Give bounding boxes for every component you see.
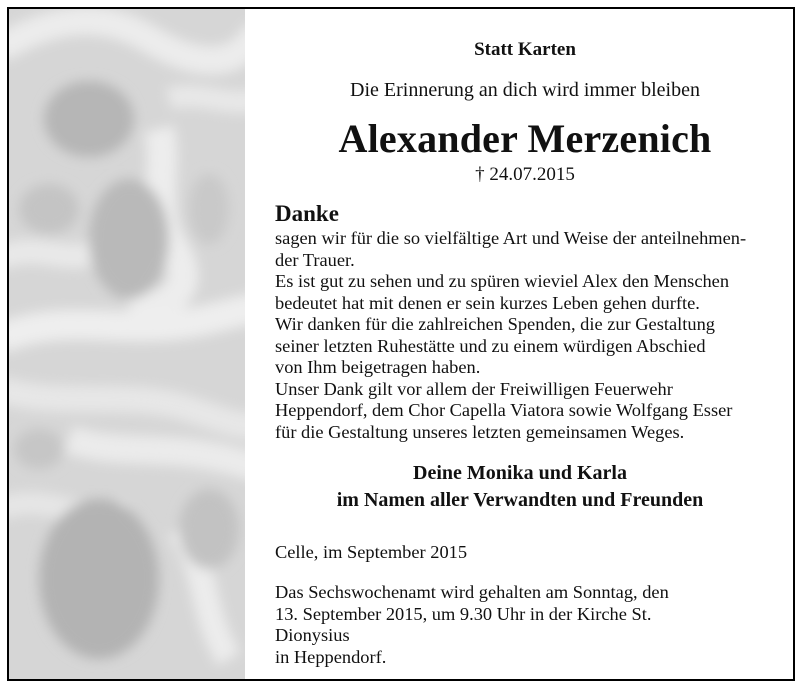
message-line: der Trauer. [275,249,355,270]
message-line: seiner letzten Ruhestätte und zu einem würdigen Abschied [275,335,706,356]
obituary-text [275,9,775,679]
death-date: † 24.07.2015 [475,164,575,185]
thanks-heading: Danke [275,201,339,226]
deceased-name: Alexander Merzenich [338,116,712,161]
signature-line-2: im Namen aller Verwandten und Freunden [336,489,704,511]
notice-line: Das Sechswochenamt wird gehalten am Sonntag, den [275,582,669,602]
message-line: Heppendorf, dem Chor Capella Viatora sowie Wolfgang Esser [275,400,733,420]
notice-line: in Heppendorf. [275,646,387,667]
message-line: bedeutet hat mit denen er sein kurzes Leben gehen durfte. [275,292,700,313]
signature-line-1: Deine Monika und Karla [413,462,627,484]
message-line: sagen wir für die so vielfältige Art und Weise der anteilnehmen- [275,228,747,248]
remembrance-line: Die Erinnerung an dich wird immer bleiben [350,79,700,101]
notice-line: 13. September 2015, um 9.30 Uhr in der Kirche St. Dionysius [275,603,652,645]
message-line: für die Gestaltung unseres letzten gemeinsamen Weges. [275,421,685,442]
place-date: Celle, im September 2015 [275,542,468,562]
message-line: Unser Dank gilt vor allem der Freiwilligen Feuerwehr [275,378,673,399]
message-line: Es ist gut zu sehen und zu spüren wieviel Alex den Menschen [275,271,730,291]
thanks-message [275,228,765,443]
obituary-frame [7,7,795,681]
statt-karten-heading: Statt Karten [474,39,576,60]
message-line: von Ihm beigetragen haben. [275,357,481,377]
service-notice [275,582,675,668]
message-line: Wir danken für die zahlreichen Spenden, die zur Gestaltung [275,314,715,334]
sand-texture-image [9,9,245,679]
